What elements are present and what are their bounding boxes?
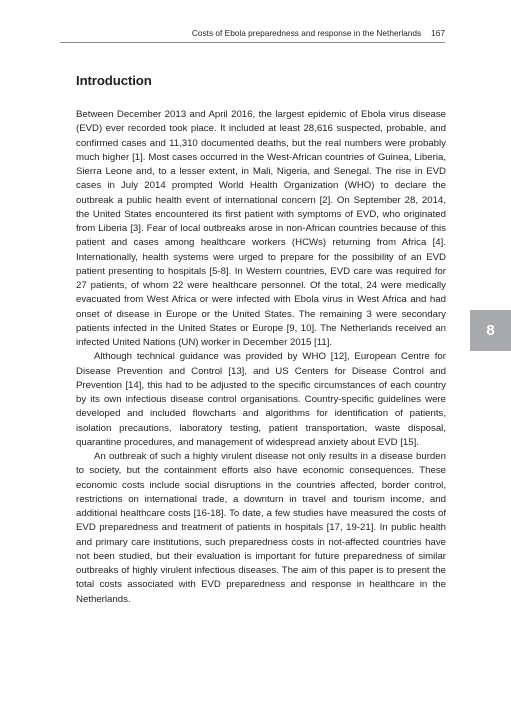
section-heading: Introduction [76, 73, 152, 88]
header-rule [60, 42, 445, 43]
running-title: Costs of Ebola preparedness and response in the Netherlands [191, 28, 422, 38]
paragraph-2: Although technical guidance was provided by WHO [12], European Centre for Disease Prevention and Control [13], and US Centers for Disease Control and Prevention [14], this had to be adjusted to the specific circumstances of each country by its own infectious disease control organisations. Country-specific guidelines were developed and included flowcharts and algorithms for identification of patients, isolation precautions, laboratory testing, patient transportation, waste disposal, quarantine procedures, and management of widespread anxiety about EVD [15]. [76, 351, 446, 448]
running-header [60, 27, 445, 39]
body-text [76, 108, 446, 607]
paragraph-1: Between December 2013 and April 2016, the largest epidemic of Ebola virus disease (EVD) ever recorded took place. It included at least 28,616 suspected, probable, and confirmed cases and 11,310 documented deaths, but the real numbers were probably much higher [1]. Most cases occurred in the West-African countries of Guinea, Liberia, Sierra Leone and, to a lesser extent, in Mali, Nigeria, and Senegal. The rise in EVD cases in July 2014 prompted World Health Organization (WHO) to declare the outbreak a public health event of international concern [2]. On September 28, 2014, the United States encountered its first patient with symptoms of EVD, who originated from Liberia [3]. Fear of local outbreaks arose in non-African countries because of this patient and cases among healthcare workers (HCWs) returning from Africa [4]. Internationally, health systems were urged to prepare for the possibility of an EVD patient presenting to hospitals [5-8]. In Western countries, EVD care was required for 27 patients, of whom 22 were healthcare personnel. Of the total, 24 were medically evacuated from West Africa or were infected with Ebola virus in West Africa and had onset of disease in Europe or the United States. The remaining 3 were secondary patients infected in the United States or Europe [9, 10]. The Netherlands received an infected United Nations (UN) worker in December 2015 [11]. [76, 109, 446, 348]
page-number: 167 [431, 28, 445, 38]
paragraph-3: An outbreak of such a highly virulent disease not only results in a disease burden to society, but the containment efforts also have economic consequences. These economic costs include social disruptions in the countries affected, border control, restrictions on international trade, a downturn in travel and tourism income, and additional healthcare costs [16-18]. To date, a few studies have measured the costs of EVD preparedness and treatment of patients in hospitals [17, 19-21]. In public health and primary care institutions, such preparedness costs in not-affected countries have not been studied, but their evaluation is important for future preparedness of similar outbreaks of highly virulent infectious diseases. The aim of this paper is to present the total costs associated with EVD preparedness and response in healthcare in the Netherlands. [76, 451, 446, 605]
chapter-tab: 8 [470, 310, 511, 351]
